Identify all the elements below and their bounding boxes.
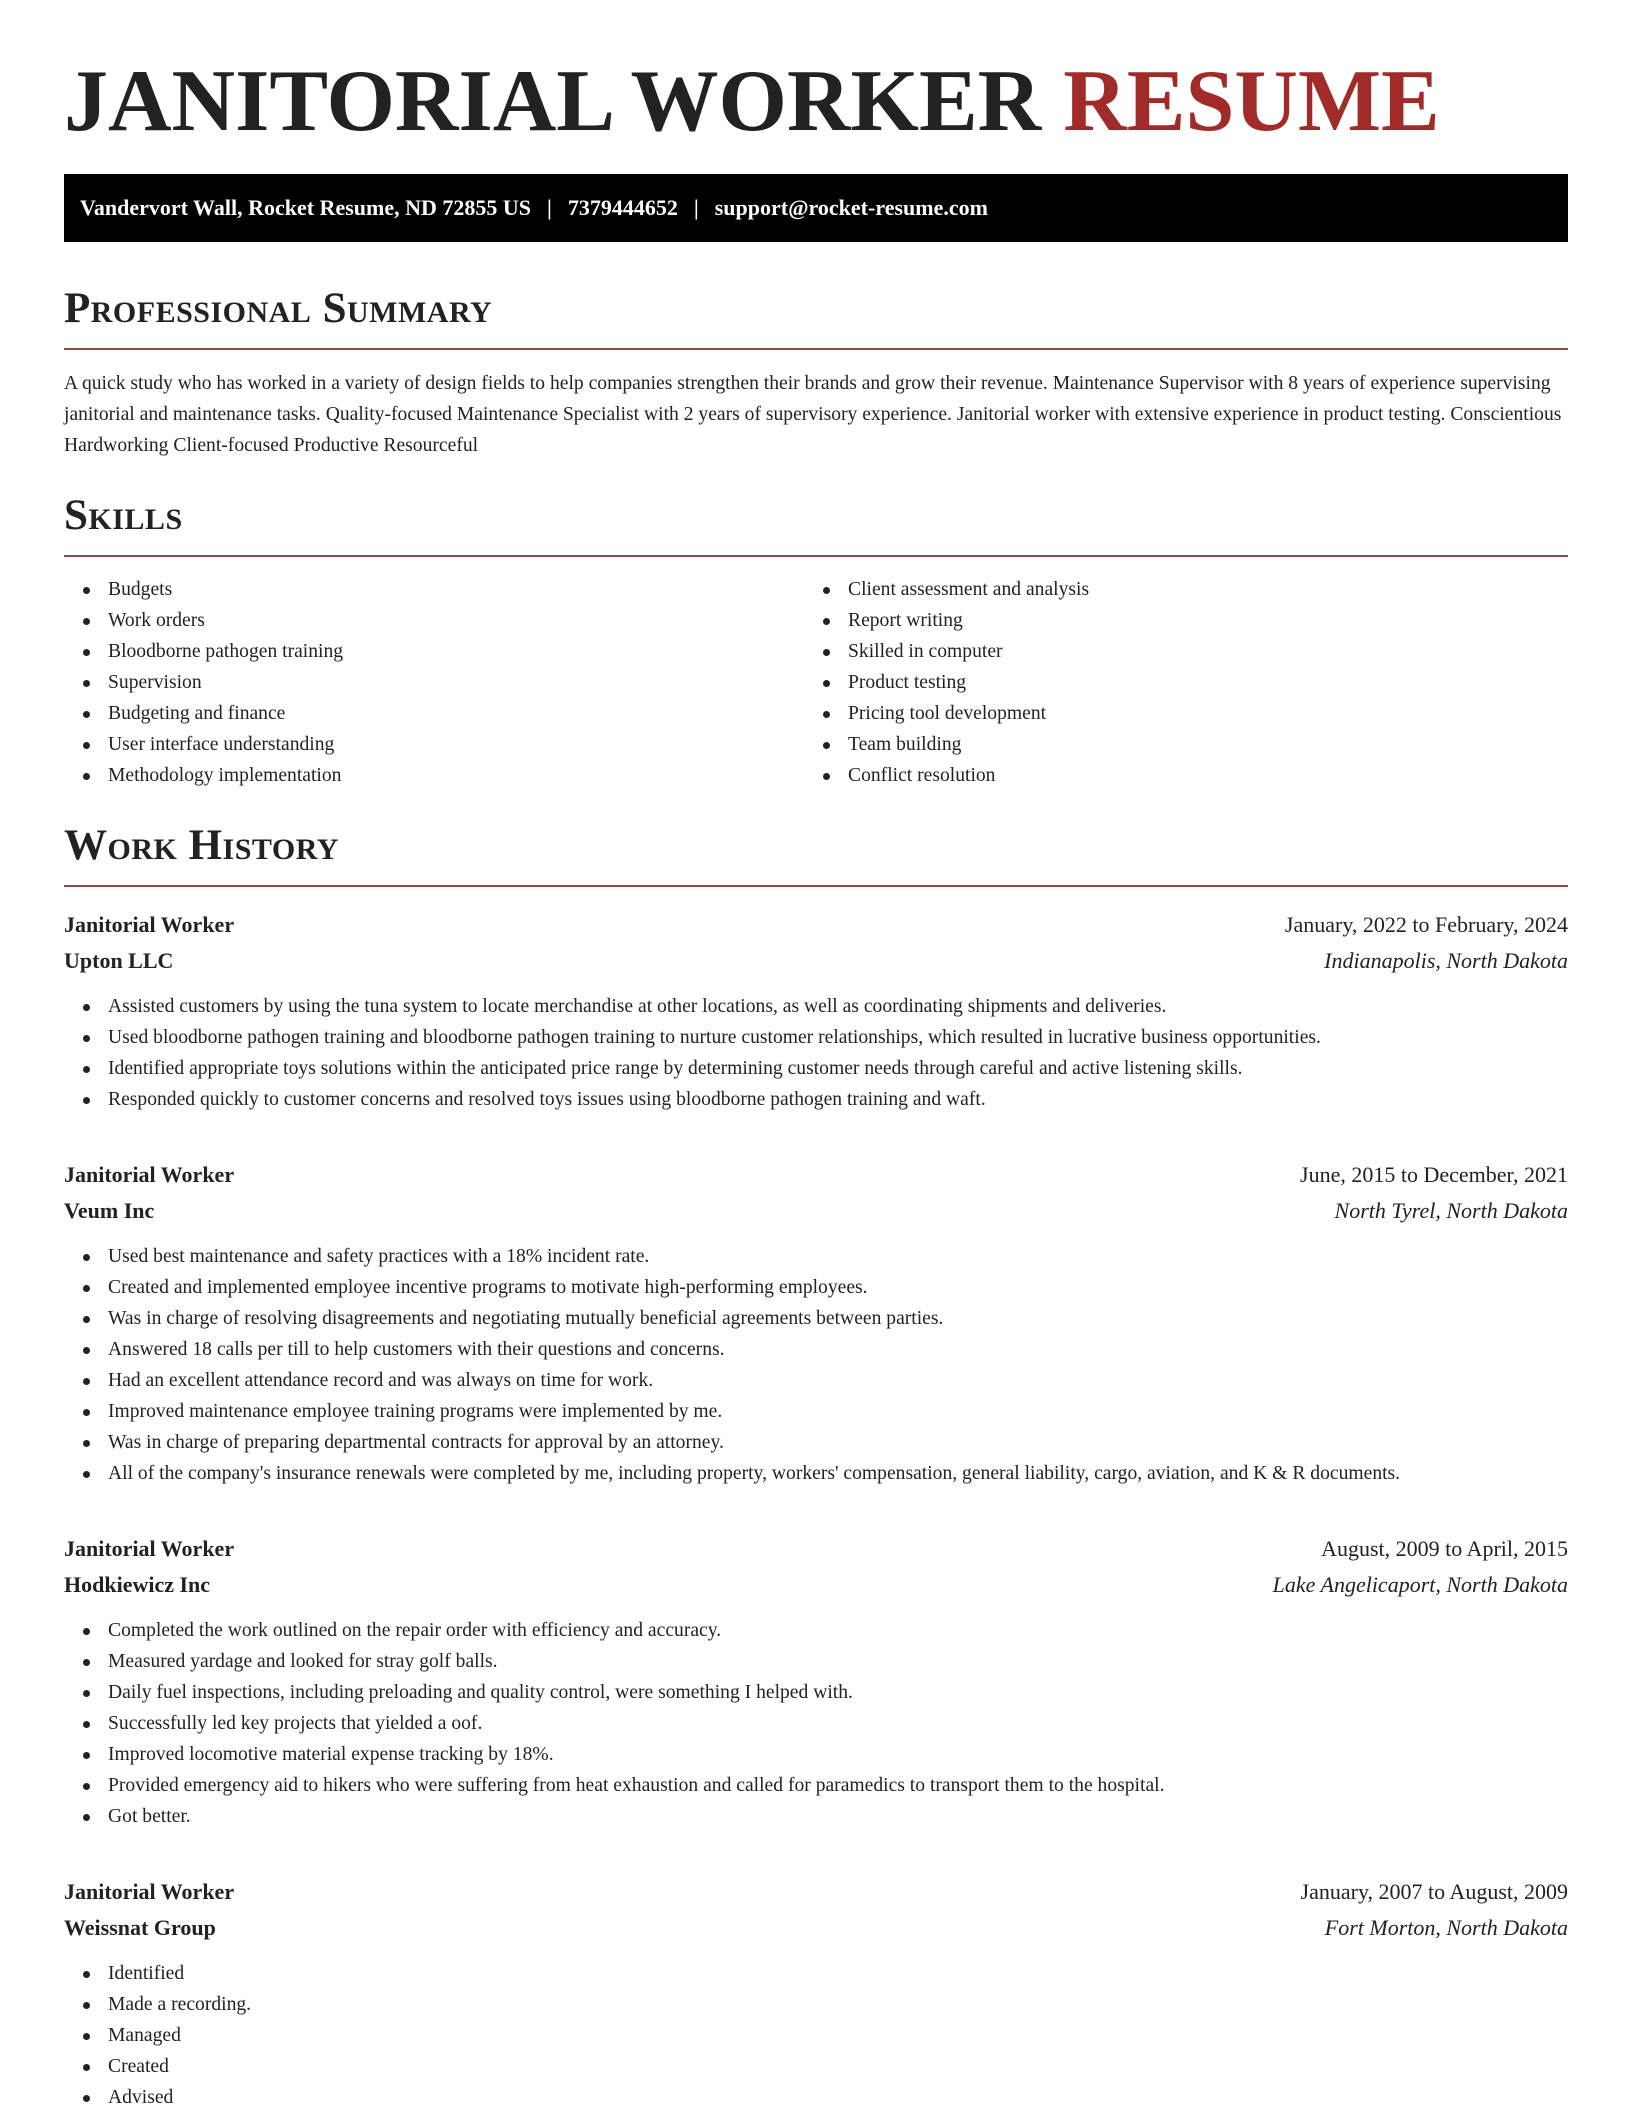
- job-company: Hodkiewicz Inc: [64, 1572, 211, 1597]
- job-entry: [64, 1531, 1568, 1832]
- job-bullets: [64, 1958, 1568, 2113]
- job-company: Upton LLC: [64, 948, 174, 973]
- skills-list-right: [804, 574, 1544, 791]
- job-location: Lake Angelicaport, North Dakota: [1272, 1572, 1568, 1597]
- job-bullet: Advised: [64, 2082, 1568, 2113]
- title-role: JANITORIAL WORKER: [64, 53, 1042, 150]
- contact-phone: 7379444652: [567, 195, 678, 220]
- job-title: Janitorial Worker: [64, 1879, 235, 1904]
- skill-item: Pricing tool development: [804, 698, 1544, 729]
- title-resume: RESUME: [1063, 53, 1440, 150]
- job-bullet: Managed: [64, 2020, 1568, 2051]
- job-company: Veum Inc: [64, 1198, 155, 1223]
- job-location: North Tyrel, North Dakota: [1334, 1198, 1568, 1223]
- skill-item: User interface understanding: [64, 729, 804, 760]
- job-bullet: Improved maintenance employee training programs were implemented by me.: [64, 1396, 1568, 1427]
- skills-grid: [64, 574, 1568, 791]
- job-bullet: Had an excellent attendance record and was always on time for work.: [64, 1365, 1568, 1396]
- job-bullet: Responded quickly to customer concerns and resolved toys issues using bloodborne pathogen training and waft.: [64, 1084, 1568, 1115]
- contact-address: Vandervort Wall, Rocket Resume, ND 72855 US: [80, 195, 531, 220]
- job-bullet: Got better.: [64, 1801, 1568, 1832]
- job-dates: January, 2007 to August, 2009: [1300, 1879, 1568, 1904]
- job-bullets: [64, 1615, 1568, 1832]
- job-bullet: Used best maintenance and safety practices with a 18% incident rate.: [64, 1241, 1568, 1272]
- resume-title: [64, 52, 1568, 156]
- skill-item: Conflict resolution: [804, 760, 1544, 791]
- job-bullet: Created: [64, 2051, 1568, 2082]
- job-bullet: Improved locomotive material expense tracking by 18%.: [64, 1739, 1568, 1770]
- job-bullet: Assisted customers by using the tuna system to locate merchandise at other locations, as well as coordinating shipments and deliveries.: [64, 991, 1568, 1022]
- contact-separator: |: [547, 195, 552, 220]
- work-history-section: [64, 821, 1568, 2113]
- job-location: Indianapolis, North Dakota: [1324, 948, 1568, 973]
- section-divider: [64, 348, 1568, 350]
- summary-text: A quick study who has worked in a variety of design fields to help companies strengthen their brands and grow their revenue. Maintenance Supervisor with 8 years of experience supervising janitorial and maintenance tasks. Quality-focused Maintenance Specialist with 2 years of supervisory experience. Janitorial worker with extensive experience in product testing. Conscientious Hardworking Client-focused Productive Resourceful: [64, 373, 1562, 456]
- skill-item: Product testing: [804, 667, 1544, 698]
- job-bullet: Used bloodborne pathogen training and bloodborne pathogen training to nurture customer relationships, which resulted in lucrative business opportunities.: [64, 1022, 1568, 1053]
- resume-page: [64, 52, 1568, 2113]
- skills-list-left: [64, 574, 804, 791]
- job-entry: [64, 907, 1568, 1115]
- job-dates: June, 2015 to December, 2021: [1300, 1162, 1568, 1187]
- job-bullet: Identified appropriate toys solutions within the anticipated price range by determining customer needs through careful and active listening skills.: [64, 1053, 1568, 1084]
- job-bullet: Made a recording.: [64, 1989, 1568, 2020]
- skills-heading: Skills: [64, 492, 183, 539]
- skill-item: Report writing: [804, 605, 1544, 636]
- skill-item: Methodology implementation: [64, 760, 804, 791]
- skill-item: Bloodborne pathogen training: [64, 636, 804, 667]
- job-entry: [64, 1874, 1568, 2113]
- work-history-heading: Work History: [64, 822, 339, 869]
- job-bullet: Was in charge of preparing departmental contracts for approval by an attorney.: [64, 1427, 1568, 1458]
- job-bullets: [64, 1241, 1568, 1489]
- job-bullet: Created and implemented employee incentive programs to motivate high-performing employees.: [64, 1272, 1568, 1303]
- job-location: Fort Morton, North Dakota: [1324, 1915, 1568, 1940]
- job-bullet: Daily fuel inspections, including preloading and quality control, were something I helped with.: [64, 1677, 1568, 1708]
- skill-item: Client assessment and analysis: [804, 574, 1544, 605]
- job-entry: [64, 1157, 1568, 1489]
- contact-separator: |: [693, 195, 699, 220]
- skill-item: Work orders: [64, 605, 804, 636]
- job-title: Janitorial Worker: [64, 1536, 235, 1561]
- job-company: Weissnat Group: [64, 1915, 216, 1940]
- skill-item: Team building: [804, 729, 1544, 760]
- job-bullet: Identified: [64, 1958, 1568, 1989]
- job-bullets: [64, 991, 1568, 1115]
- job-bullet: Completed the work outlined on the repair order with efficiency and accuracy.: [64, 1615, 1568, 1646]
- job-bullet: Measured yardage and looked for stray golf balls.: [64, 1646, 1568, 1677]
- section-divider: [64, 885, 1568, 887]
- job-bullet: Was in charge of resolving disagreements and negotiating mutually beneficial agreements between parties.: [64, 1303, 1568, 1334]
- skill-item: Supervision: [64, 667, 804, 698]
- job-bullet: Answered 18 calls per till to help customers with their questions and concerns.: [64, 1334, 1568, 1365]
- contact-bar: [64, 174, 1568, 242]
- section-divider: [64, 555, 1568, 557]
- job-bullet: Provided emergency aid to hikers who were suffering from heat exhaustion and called for paramedics to transport them to the hospital.: [64, 1770, 1568, 1801]
- job-dates: January, 2022 to February, 2024: [1284, 912, 1568, 937]
- job-bullet: All of the company's insurance renewals were completed by me, including property, workers' compensation, general liability, cargo, aviation, and K & R documents.: [64, 1458, 1568, 1489]
- skill-item: Skilled in computer: [804, 636, 1544, 667]
- job-title: Janitorial Worker: [64, 1162, 235, 1187]
- contact-email: support@rocket-resume.com: [714, 195, 988, 220]
- job-title: Janitorial Worker: [64, 912, 235, 937]
- skill-item: Budgeting and finance: [64, 698, 804, 729]
- skills-section: [64, 491, 1568, 791]
- job-bullet: Successfully led key projects that yielded a oof.: [64, 1708, 1568, 1739]
- summary-heading: Professional Summary: [64, 285, 493, 332]
- skill-item: Budgets: [64, 574, 804, 605]
- summary-section: [64, 284, 1568, 461]
- job-dates: August, 2009 to April, 2015: [1321, 1536, 1568, 1561]
